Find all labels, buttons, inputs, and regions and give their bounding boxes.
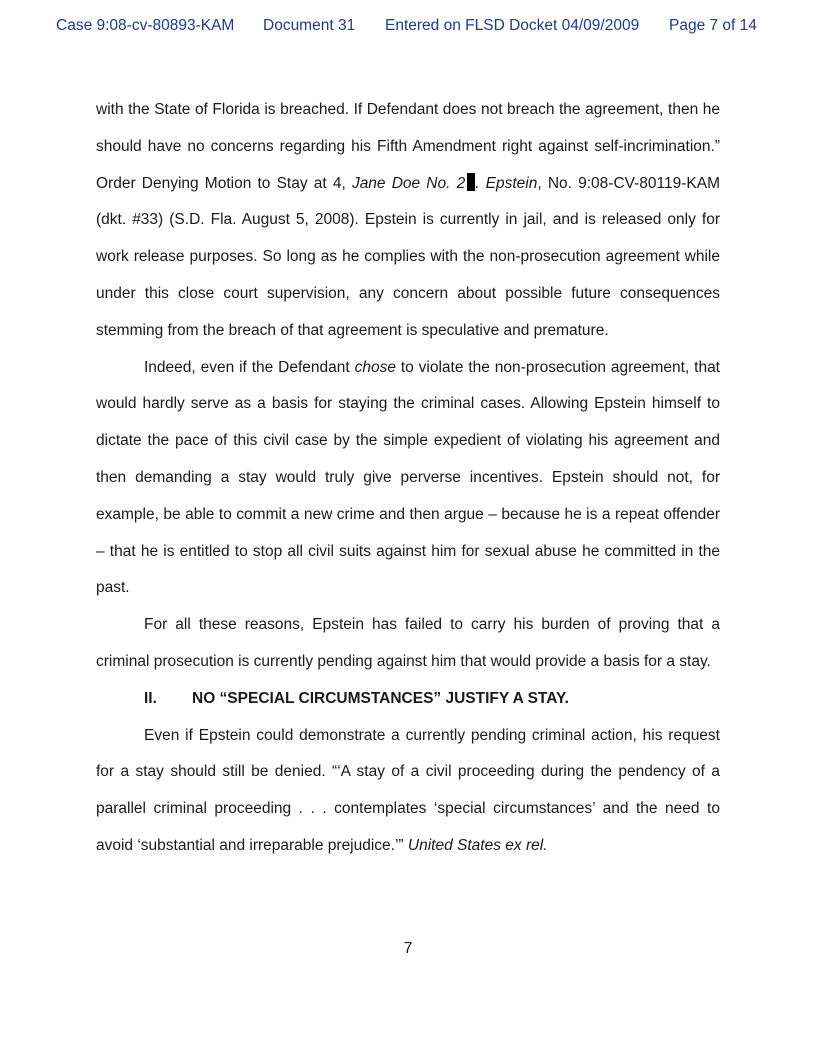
redaction-block [467, 173, 475, 191]
section-heading [96, 681, 720, 718]
case-citation: United States ex rel. [407, 836, 548, 854]
paragraph-2 [96, 350, 720, 608]
document-number: Document 31 [263, 17, 356, 34]
document-body [96, 92, 720, 865]
paragraph-text: to violate the non-prosecution agreement, that would hardly serve as a basis for staying the criminal cases. Allowing Epstein himself to dictate the pace of this civil case by the simple expedient of violating his agreement and then demanding a stay would truly give perverse incentives. Epstein should not, for example, be able to commit a new crime and then argue – because he is a repeat offender – that he is entitled to stop all civil suits against him for sexual abuse he committed in the past. [96, 358, 720, 597]
case-name: Jane Doe No. 2 [351, 174, 466, 192]
case-number: Case 9:08-cv-80893-KAM [56, 17, 235, 34]
paragraph-text: Indeed, even if the Defendant [144, 358, 355, 376]
paragraph-4 [96, 718, 720, 865]
section-title: NO “SPECIAL CIRCUMSTANCES” JUSTIFY A STAY. [192, 689, 569, 707]
paragraph-text: with the State of Florida is breached. If Defendant does not breach the agreement, then he should have no concerns regarding his Fifth Amendment right against self-incrimination.” Order Denying Motion to Stay at 4, [96, 101, 720, 192]
paragraph-3: For all these reasons, Epstein has failed to carry his burden of proving that a criminal prosecution is currently pending against him that would provide a basis for a stay. [96, 616, 720, 670]
paragraph-text: Even if Epstein could demonstrate a currently pending criminal action, his request for a stay should still be denied. “‘A stay of a civil proceeding during the pendency of a parallel criminal proceeding . . . contemplates ‘special circumstances’ and the need to avoid ‘substantial and irreparable prejudice.’” [96, 726, 720, 854]
paragraph-1 [96, 92, 720, 350]
section-number: II. [144, 689, 157, 707]
case-name-epstein: . Epstein [475, 174, 538, 192]
emphasis: chose [354, 358, 396, 376]
page-number: 7 [403, 940, 413, 957]
paragraph-text: , No. 9:08-CV-80119-KAM (dkt. #33) (S.D. Fla. August 5, 2008). Epstein is currently in jail, and is released only for work release purposes. So long as he complies with the non-prosecution agreement while under this close court supervision, any concern about possible future consequences stemming from the breach of that agreement is speculative and premature. [96, 174, 720, 339]
docket-entry-date: Entered on FLSD Docket 04/09/2009 [385, 17, 640, 34]
page-indicator: Page 7 of 14 [669, 17, 757, 34]
